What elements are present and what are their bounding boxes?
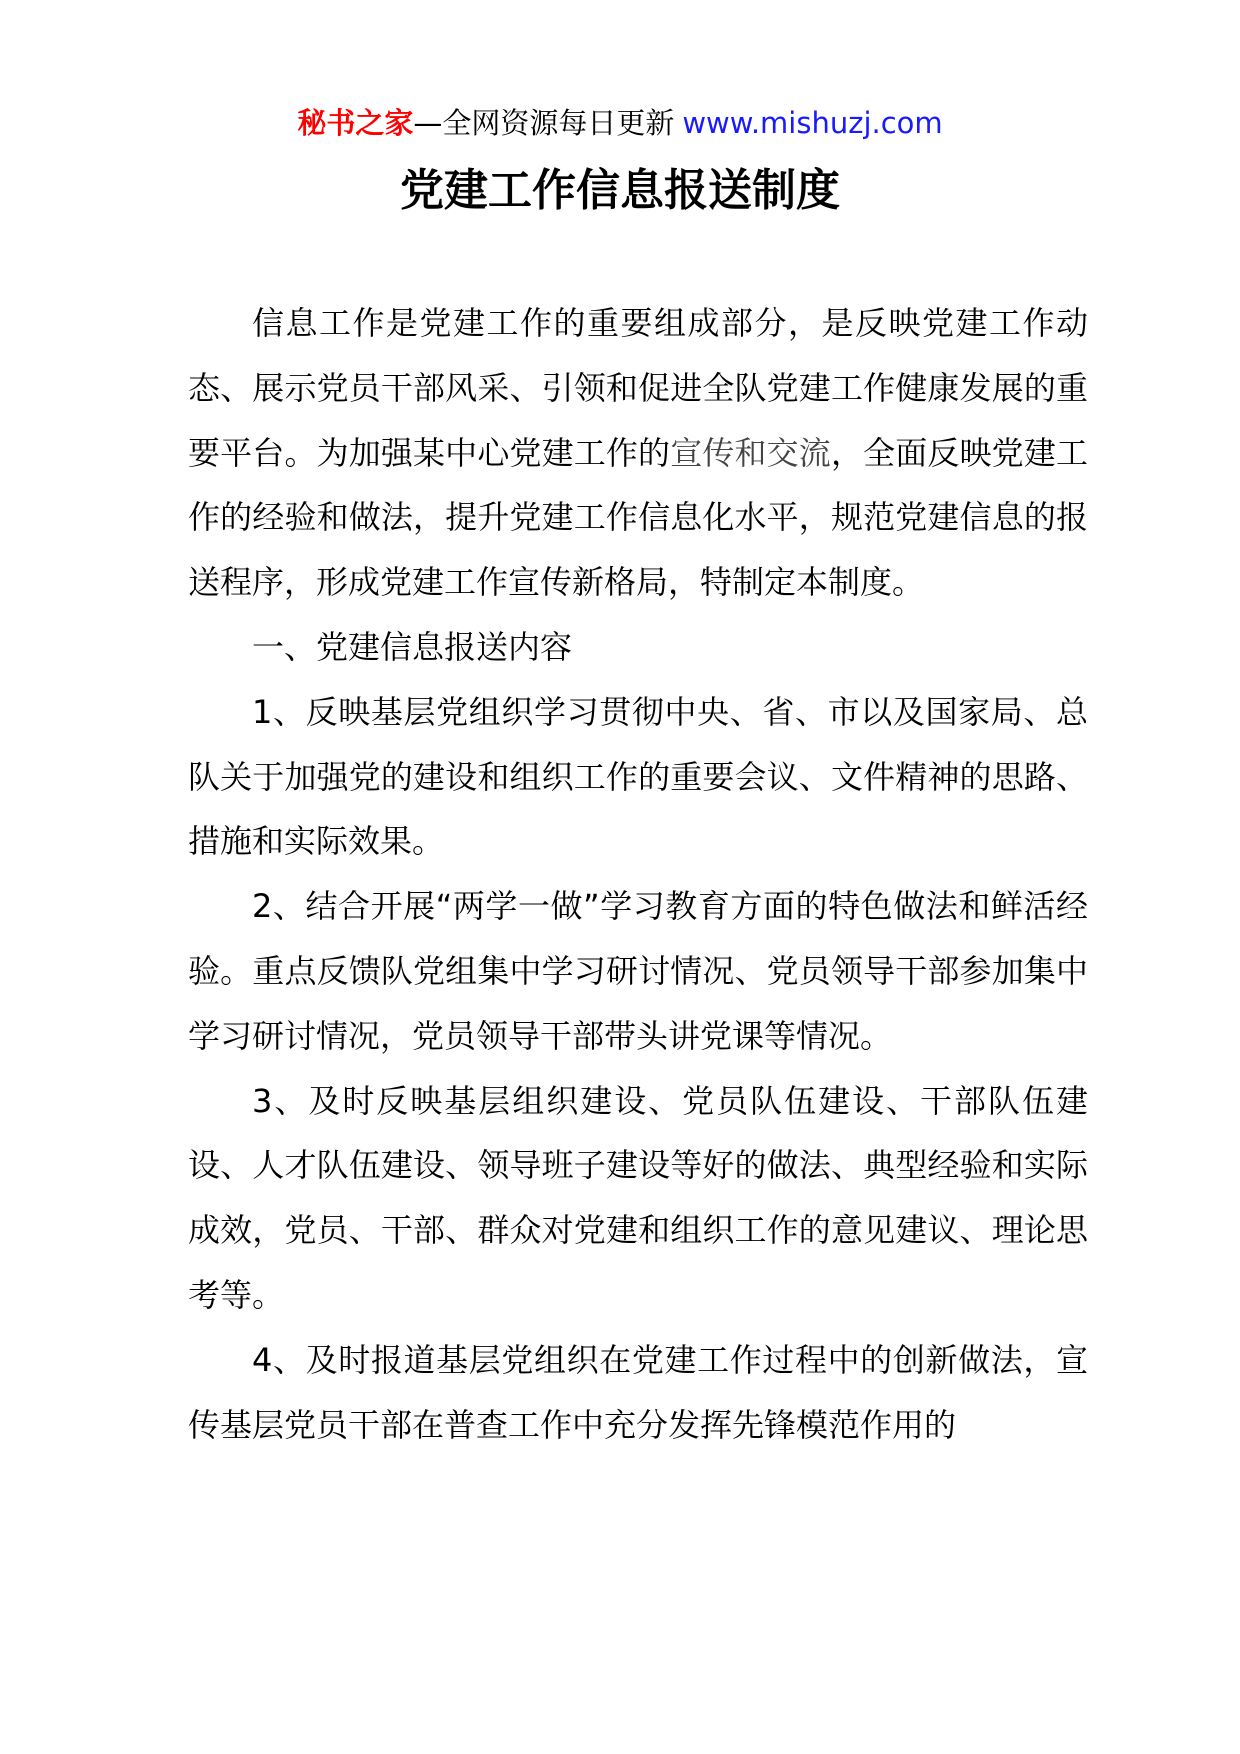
intro-text-start: 信息工作是党建工作的重要组成部分，是反映党建工作动态、展示党员干部风采、引领和促进全队党建工作健康发展的重要平台。为加强某中心党建工作的 [188,304,1088,472]
brand-name: 秘书之家 [297,106,414,140]
intro-highlight: 宣传和交流 [670,433,831,472]
intro-paragraph [188,291,1088,615]
document-title: 党建工作信息报送制度 [400,165,840,216]
site-url-link[interactable]: www.mishuzj.com [682,106,943,140]
item-paragraph-2: 2、结合开展“两学一做”学习教育方面的特色做法和鲜活经验。重点反馈队党组集中学习研讨情况、党员领导干部参加集中学习研讨情况，党员领导干部带头讲党课等情况。 [188,887,1088,1055]
section-heading: 一、党建信息报送内容 [252,627,573,666]
document-body [188,291,1088,1457]
item-paragraph-1: 1、反映基层党组织学习贯彻中央、省、市以及国家局、总队关于加强党的建设和组织工作的重要会议、文件精神的思路、措施和实际效果。 [188,692,1088,861]
item-paragraph-4: 4、及时报道基层党组织在党建工作过程中的创新做法，宣传基层党员干部在普查工作中充分发挥先锋模范作用的 [188,1340,1088,1444]
site-tagline: —全网资源每日更新 [413,106,675,140]
intro-text-end: ，全面反映党建工作的经验和做法，提升党建工作信息化水平，规范党建信息的报送程序，形成党建工作宣传新格局，特制定本制度。 [188,433,1088,602]
item-paragraph-3: 3、及时反映基层组织建设、党员队伍建设、干部队伍建设、人才队伍建设、领导班子建设等好的做法、典型经验和实际成效，党员、干部、群众对党建和组织工作的意见建议、理论思考等。 [188,1081,1088,1314]
site-header [0,103,1240,143]
